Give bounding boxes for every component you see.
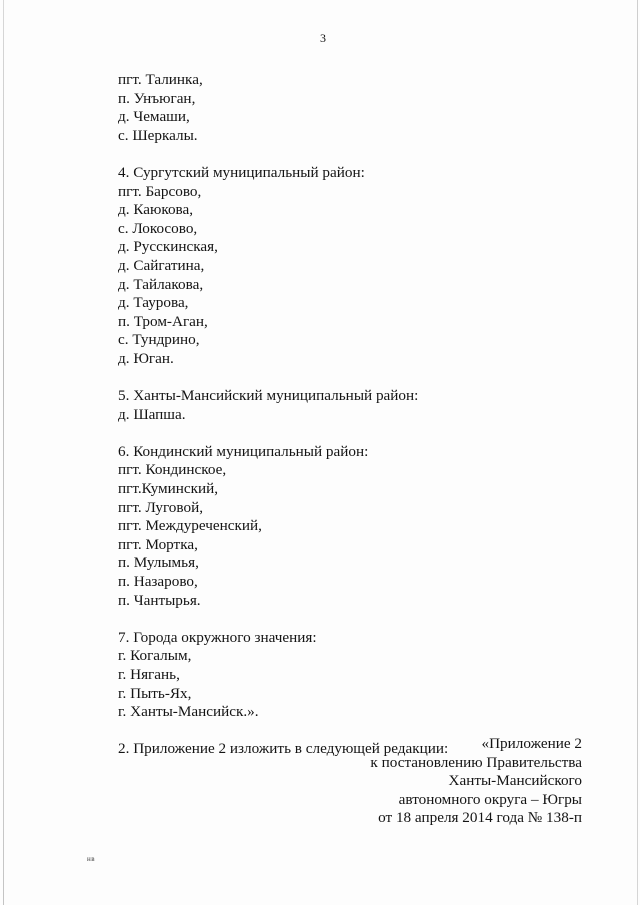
list-item: пгт.Куминский, xyxy=(118,480,219,498)
list-item: г. Нягань, xyxy=(118,666,180,683)
list-item: с. Шеркалы. xyxy=(118,126,198,144)
list-item: д. Таурова, xyxy=(118,294,189,312)
scan-edge-left xyxy=(3,0,4,905)
list-item: с. Тундрино, xyxy=(118,331,200,349)
list-item: п. Тром-Аган, xyxy=(118,312,208,330)
list-item: п. Назарово, xyxy=(118,573,198,591)
list-item: д. Тайлакова, xyxy=(118,275,204,293)
list-item: д. Русскинская, xyxy=(118,238,218,256)
section-heading: 5. Ханты-Мансийский муниципальный район: xyxy=(118,387,419,405)
section-surgut xyxy=(118,164,588,369)
section-khanty-mansiysk xyxy=(118,387,588,424)
list-item: пгт. Талинка, xyxy=(118,71,203,88)
list-item: с. Локосово, xyxy=(118,219,198,237)
list-item: п. Мулымья, xyxy=(118,554,199,572)
page-number: 3 xyxy=(320,31,326,45)
list-item: г. Ханты-Мансийск.». xyxy=(118,703,259,721)
appendix-line: автономного округа – Югры xyxy=(398,790,582,808)
appendix-line: к постановлению Правительства xyxy=(370,753,582,771)
list-item: пгт. Кондинское, xyxy=(118,461,227,479)
list-item: пгт. Мортка, xyxy=(118,535,198,553)
list-item: пгт. Междуреченский, xyxy=(118,517,262,535)
section-heading: 7. Города окружного значения: xyxy=(118,628,317,646)
list-item: д. Шапша. xyxy=(118,405,186,423)
appendix-line: от 18 апреля 2014 года № 138-п xyxy=(378,809,582,827)
section-heading: 4. Сургутский муниципальный район: xyxy=(118,163,365,181)
section-kondinsky xyxy=(118,443,588,610)
list-item: г. Когалым, xyxy=(118,647,192,665)
list-item: д. Чемаши, xyxy=(118,108,190,126)
appendix-line: «Приложение 2 xyxy=(481,735,582,752)
list-item: пгт. Луговой, xyxy=(118,498,203,516)
list-item: д. Сайгатина, xyxy=(118,256,205,274)
document-body xyxy=(118,71,588,759)
instruction-paragraph: 2. Приложение 2 изложить в следующей редакции: xyxy=(118,740,449,758)
list-item: д. Юган. xyxy=(118,349,174,367)
list-item: п. Унъюган, xyxy=(118,89,196,107)
list-item: г. Пыть-Ях, xyxy=(118,684,192,702)
footer-initials: нв xyxy=(87,855,96,863)
intro-list xyxy=(118,71,588,145)
appendix-header xyxy=(370,735,582,828)
list-item: п. Чантырья. xyxy=(118,591,201,609)
appendix-line: Ханты-Мансийского xyxy=(448,772,582,790)
list-item: д. Каюкова, xyxy=(118,201,194,219)
section-heading: 6. Кондинский муниципальный район: xyxy=(118,442,369,460)
scan-edge-right xyxy=(637,0,638,905)
list-item: пгт. Барсово, xyxy=(118,182,202,200)
section-cities xyxy=(118,629,588,722)
